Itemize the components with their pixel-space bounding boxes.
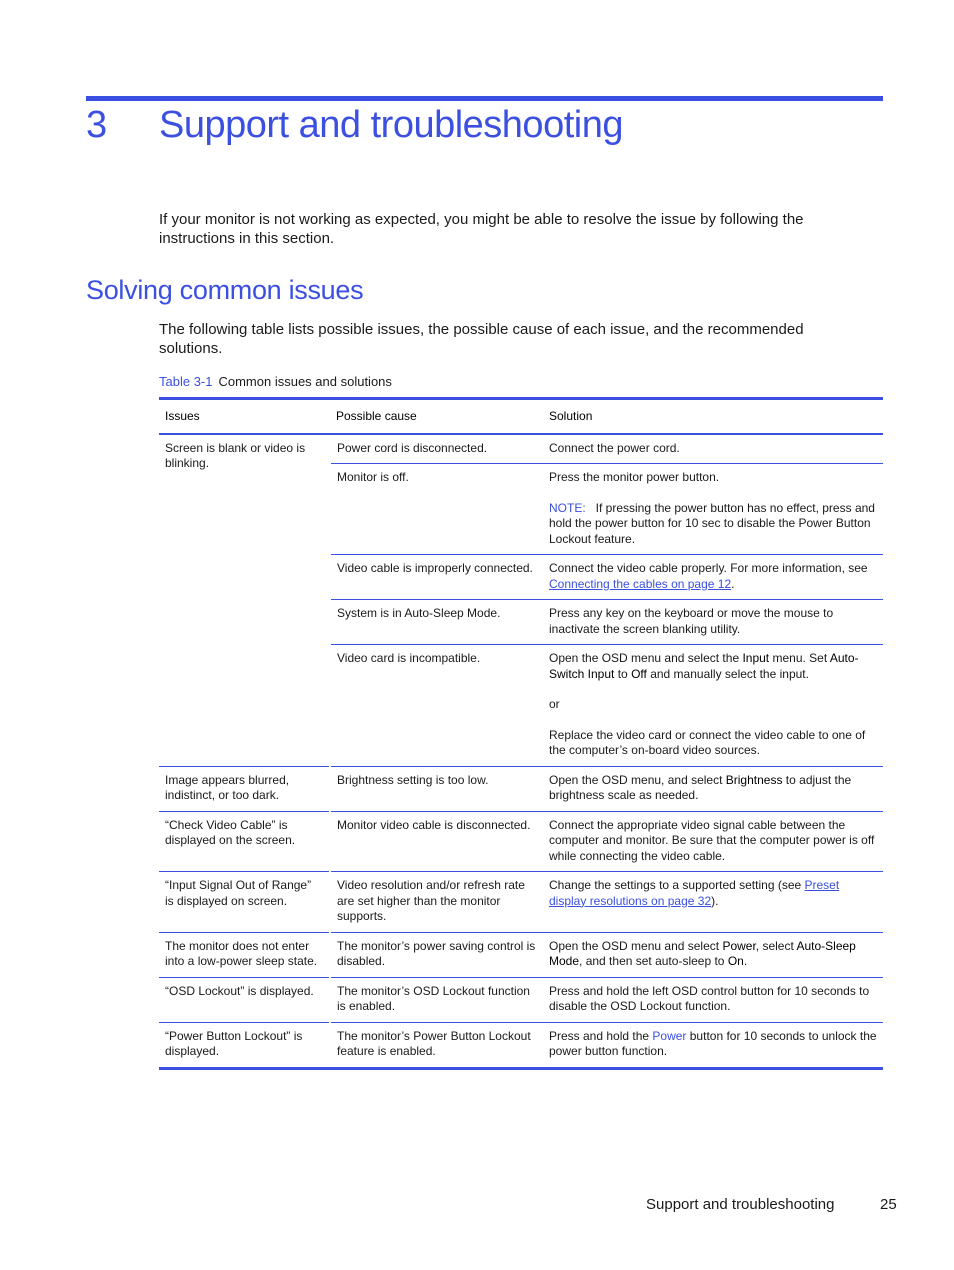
ui-term: On xyxy=(727,954,744,968)
cause-cell: Video resolution and/or refresh rate are set higher than the monitor supports. xyxy=(330,872,543,933)
ui-term: Auto-Sleep Mode xyxy=(549,938,856,968)
cause-cell: The monitor’s power saving control is disabled. xyxy=(330,932,543,977)
cause-cell: Video cable is improperly connected. xyxy=(330,555,543,600)
cause-cell: System is in Auto-Sleep Mode. xyxy=(330,600,543,645)
solution-text: Press and hold the xyxy=(549,1028,653,1043)
note-text: If pressing the power button has no effect, press and hold the power button for 10 sec to disable the Power Button Lockout feature. xyxy=(549,500,875,546)
table-row xyxy=(159,1022,883,1068)
solution-text xyxy=(549,651,877,682)
issue-cell: Image appears blurred, indistinct, or too dark. xyxy=(159,766,330,811)
issue-cell: “Input Signal Out of Range” is displayed on screen. xyxy=(159,872,330,933)
solution-cell xyxy=(543,645,883,767)
solution-cell xyxy=(543,872,883,933)
table-caption-title: Common issues and solutions xyxy=(218,374,392,389)
solution-cell: Press and hold the left OSD control button for 10 seconds to disable the OSD Lockout function. xyxy=(543,977,883,1022)
solution-alt: Replace the video card or connect the video cable to one of the computer’s on-board video sources. xyxy=(549,727,866,757)
ui-term: Power xyxy=(722,938,756,953)
footer-title: Support and troubleshooting xyxy=(646,1196,835,1213)
cause-cell: Monitor is off. xyxy=(330,464,543,555)
solution-text: and manually select the input. xyxy=(646,666,809,681)
solution-text: Open the OSD menu and select the xyxy=(549,651,743,665)
solution-text: Open the OSD menu, and select xyxy=(549,772,726,787)
solution-text: button for 10 seconds to unlock the power button function. xyxy=(549,1028,877,1058)
solution-cell xyxy=(543,555,883,600)
solution-text: ). xyxy=(711,893,719,908)
chapter-number: 3 xyxy=(86,104,107,146)
table-header-row xyxy=(159,399,883,434)
table-row xyxy=(159,872,883,933)
cause-cell: Power cord is disconnected. xyxy=(330,434,543,464)
table-row xyxy=(159,434,883,464)
cause-cell: Brightness setting is too low. xyxy=(330,766,543,811)
chapter-intro: If your monitor is not working as expected, you might be able to resolve the issue by following the instructions in this section. xyxy=(159,211,804,247)
solution-cell xyxy=(543,1022,883,1068)
chapter-title: Support and troubleshooting xyxy=(159,104,623,146)
table-row xyxy=(159,766,883,811)
cause-cell: Video card is incompatible. xyxy=(330,645,543,767)
solution-cell: Connect the power cord. xyxy=(543,434,883,464)
issue-cell: “OSD Lockout” is displayed. xyxy=(159,977,330,1022)
or-text: or xyxy=(549,697,560,711)
issue-cell: The monitor does not enter into a low-power sleep state. xyxy=(159,932,330,977)
solution-text: Connect the video cable properly. For more information, see xyxy=(549,561,868,575)
solution-cell: Connect the appropriate video signal cable between the computer and monitor. Be sure that the computer power is off while connecting the video cable. xyxy=(543,811,883,872)
issue-cell: Screen is blank or video is blinking. xyxy=(159,434,330,767)
solution-cell xyxy=(543,766,883,811)
solution-text: Change the settings to a supported setting (see xyxy=(549,878,805,892)
table-caption xyxy=(159,374,392,389)
solution-text: Press the monitor power button. xyxy=(549,470,720,484)
header-solution: Solution xyxy=(543,399,883,434)
solution-text: . xyxy=(731,576,735,591)
header-issues: Issues xyxy=(159,399,330,434)
table-caption-label: Table 3-1 xyxy=(159,374,213,389)
section-title: Solving common issues xyxy=(86,275,364,305)
ui-term: Power xyxy=(652,1028,687,1043)
chapter-rule xyxy=(86,96,883,101)
solution-text: , and then set auto-sleep to xyxy=(579,954,728,968)
section-intro: The following table lists possible issues, the possible cause of each issue, and the recommended solutions. xyxy=(159,321,804,357)
ui-term: Auto-Switch Input xyxy=(549,651,859,681)
page-number: 25 xyxy=(880,1196,897,1213)
note xyxy=(549,501,877,548)
solution-cell xyxy=(543,464,883,555)
table-row xyxy=(159,932,883,977)
solution-cell: Press any key on the keyboard or move the mouse to inactivate the screen blanking utility. xyxy=(543,600,883,645)
ui-term: Brightness xyxy=(725,772,783,787)
cause-cell: The monitor’s Power Button Lockout feature is enabled. xyxy=(330,1022,543,1068)
preset-resolutions-link[interactable]: Preset display resolutions on page 32 xyxy=(549,878,840,908)
solution-text: Open the OSD menu and select xyxy=(549,938,723,953)
table-row xyxy=(159,977,883,1022)
solution-text: menu. Set xyxy=(769,651,830,665)
header-possible-cause: Possible cause xyxy=(330,399,543,434)
solution-text: to xyxy=(614,666,632,681)
solution-text: , select xyxy=(755,938,797,953)
solution-cell xyxy=(543,932,883,977)
issues-table xyxy=(159,397,883,1070)
note-label: NOTE: xyxy=(549,500,586,515)
table-row xyxy=(159,811,883,872)
connecting-cables-link[interactable]: Connecting the cables on page 12 xyxy=(549,576,732,591)
solution-text: to adjust the brightness scale as needed. xyxy=(549,772,852,802)
cause-cell: Monitor video cable is disconnected. xyxy=(330,811,543,872)
cause-cell: The monitor’s OSD Lockout function is enabled. xyxy=(330,977,543,1022)
solution-text: . xyxy=(743,954,748,968)
issue-cell: “Power Button Lockout” is displayed. xyxy=(159,1022,330,1068)
ui-term: Input xyxy=(742,651,770,665)
ui-term: Off xyxy=(631,666,647,681)
issue-cell: “Check Video Cable” is displayed on the screen. xyxy=(159,811,330,872)
